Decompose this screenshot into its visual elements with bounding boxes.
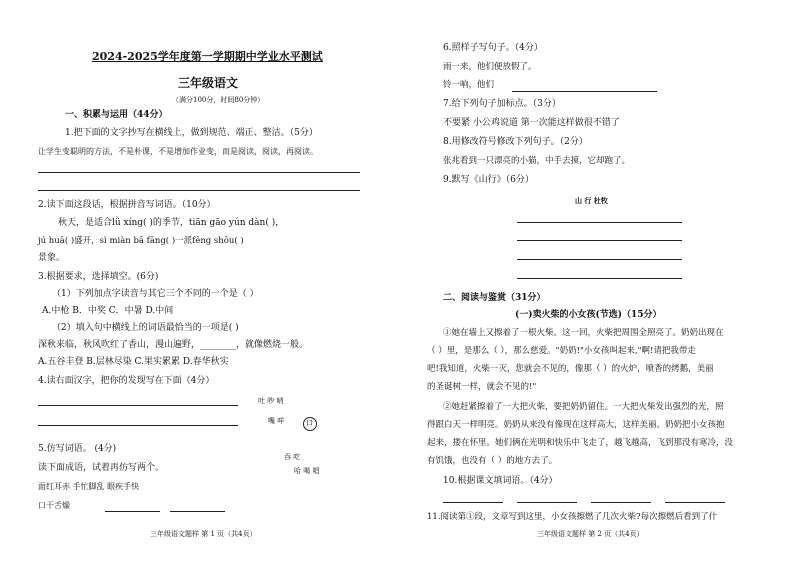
question-9: 9.默写《山行》（6分）	[443, 175, 534, 185]
answer-line	[512, 91, 657, 92]
question-3-1: （1）下列加点字读音与其它三个不同的一个是（ ）	[52, 289, 259, 299]
circle-icon	[303, 417, 317, 431]
reading-title: (一)卖火柴的小女孩(节选)（15分）	[515, 310, 662, 320]
question-3-2-options: A.五谷丰登 B.层林尽染 C.果实累累 D.春华秋实	[38, 357, 229, 367]
answer-line	[517, 278, 682, 279]
paragraph-1-line-3: 吧!我知道，火柴一灭，您就会不见的，像那（ ）的火炉，喷香的烤鹅，美丽	[427, 364, 714, 374]
answer-line	[517, 222, 682, 223]
paragraph-1-line-2: （ ）里，是那么（ ），那么慈爱。"奶奶!"小女孩叫起来,"啊!请把我带走	[427, 346, 696, 356]
answer-line	[170, 511, 225, 512]
question-6-prompt: 铃一响，他们	[443, 80, 495, 90]
char-row-3: 吞 吃	[284, 453, 301, 461]
answer-line	[105, 511, 160, 512]
question-6: 6.照样子写句子。（4分）	[443, 43, 543, 53]
question-5: 5.仿写词语。 (4分)	[38, 444, 117, 454]
exam-title: 2024-2025学年度第一学期期中学业水平测试	[92, 50, 323, 63]
question-2-line-1: 秋天，是适合lǜ xíng( )的季节，tiān gāo yún dàn( )，	[58, 218, 285, 228]
question-11: 11.阅读第①段，文章写到这里，小女孩擦燃了几次火柴?每次擦燃后看到了什	[427, 512, 718, 522]
paragraph-2-line-4: 有饥饿，也没有（ ）的地方去了。	[427, 456, 558, 466]
answer-line	[38, 405, 238, 406]
question-8-text: 张兆看到一只漂亮的小猫，中手去摸，它却跑了。	[443, 156, 631, 166]
page-footer: 三年级语文题样 第 1 页（共4页）	[150, 530, 257, 538]
answer-line	[38, 190, 360, 191]
char-circle: 口	[306, 419, 313, 427]
question-3-2-text: 深秋来临，秋风吹红了香山，漫山遍野，________，就像燃烧一般。	[38, 340, 309, 350]
paragraph-1-line-4: 的圣诞树一样，就会不见的!"	[427, 382, 537, 392]
answer-line	[517, 240, 682, 241]
question-5-last: 口干舌燥	[38, 501, 70, 510]
answer-line	[591, 502, 651, 503]
subject-title: 三年级语文	[178, 76, 239, 90]
question-3: 3.根据要求，选择填空。(6分)	[38, 272, 159, 282]
question-1: 1.把下面的文字抄写在横线上，做到规范、端正、整洁。（5分）	[65, 128, 318, 138]
question-10: 10.根据课文填词语。（4分）	[443, 476, 558, 486]
question-5-text: 读下面成语，试着再仿写两个。	[38, 463, 165, 473]
paragraph-1-line-1: ①她在墙上又擦着了一根火柴。这一回，火柴把周围全照亮了。奶奶出现在	[443, 328, 724, 338]
paragraph-2-line-3: 起来，搂在怀里。她们俩在光明和快乐中飞走了，越飞越高，飞到那没有寒冷，没	[427, 438, 734, 448]
question-7-text: 不要紧 小公鸡说道 第一次能这样做很不错了	[443, 118, 620, 128]
right-page	[397, 0, 794, 561]
question-2-line-3: 景象。	[38, 253, 66, 263]
question-2-line-2: jú huā( )盛开，sì miàn bā fāng( )一派fēng shōu( )	[38, 236, 244, 246]
answer-line	[517, 259, 682, 260]
page-footer: 三年级语文题样 第 2 页（共4页）	[537, 530, 644, 538]
paragraph-2-line-2: 得跟白天一样明亮。奶奶从来没有像现在这样高大，这样美丽。奶奶把小女孩抱	[427, 420, 725, 430]
question-1-text: 让学生变聪明的方法，不是朴课，不是增加作业变，而是阅读，阅读，再阅读。	[38, 147, 318, 156]
answer-line	[517, 502, 577, 503]
answer-line	[665, 502, 725, 503]
question-3-2: （2）填入句中横线上的词语最恰当的一项是( )	[52, 323, 239, 333]
char-row-1: 吐 吵 哨	[258, 397, 284, 405]
question-7: 7.给下列句子加标点。（3分）	[443, 99, 561, 109]
question-4: 4.读右面汉字，把你的发现写在下面（4分）	[38, 376, 215, 386]
paragraph-2-line-1: ②她赶紧擦着了一大把火柴，要把奶奶留住。一大把火柴发出强烈的光，照	[443, 402, 724, 412]
answer-line	[38, 425, 238, 426]
question-8: 8.用修改符号修改下列句子。（2分）	[443, 137, 588, 147]
char-row-4: 哈 喝 唱	[294, 467, 320, 475]
question-2: 2.读下面这段话，根据拼音写词语。（10分）	[38, 200, 216, 210]
question-5-words: 面红耳赤 手忙脚乱 眼疾手快	[38, 482, 140, 491]
section-1-heading: 一、积累与运用（44分）	[65, 110, 168, 120]
section-2-heading: 二、阅读与鉴赏（31分）	[443, 293, 546, 303]
answer-line	[443, 502, 503, 503]
poem-title: 山 行 杜牧	[575, 196, 608, 205]
question-6-example: 雨一来，他们便放假了。	[443, 62, 537, 72]
answer-line	[38, 172, 360, 173]
char-row-2: 嘴 咩	[268, 417, 285, 425]
score-info: （满分100分，时间80分钟）	[172, 96, 265, 104]
question-3-1-options: A.中枪 B．中奖 C．中暑 D.中间	[42, 306, 174, 316]
